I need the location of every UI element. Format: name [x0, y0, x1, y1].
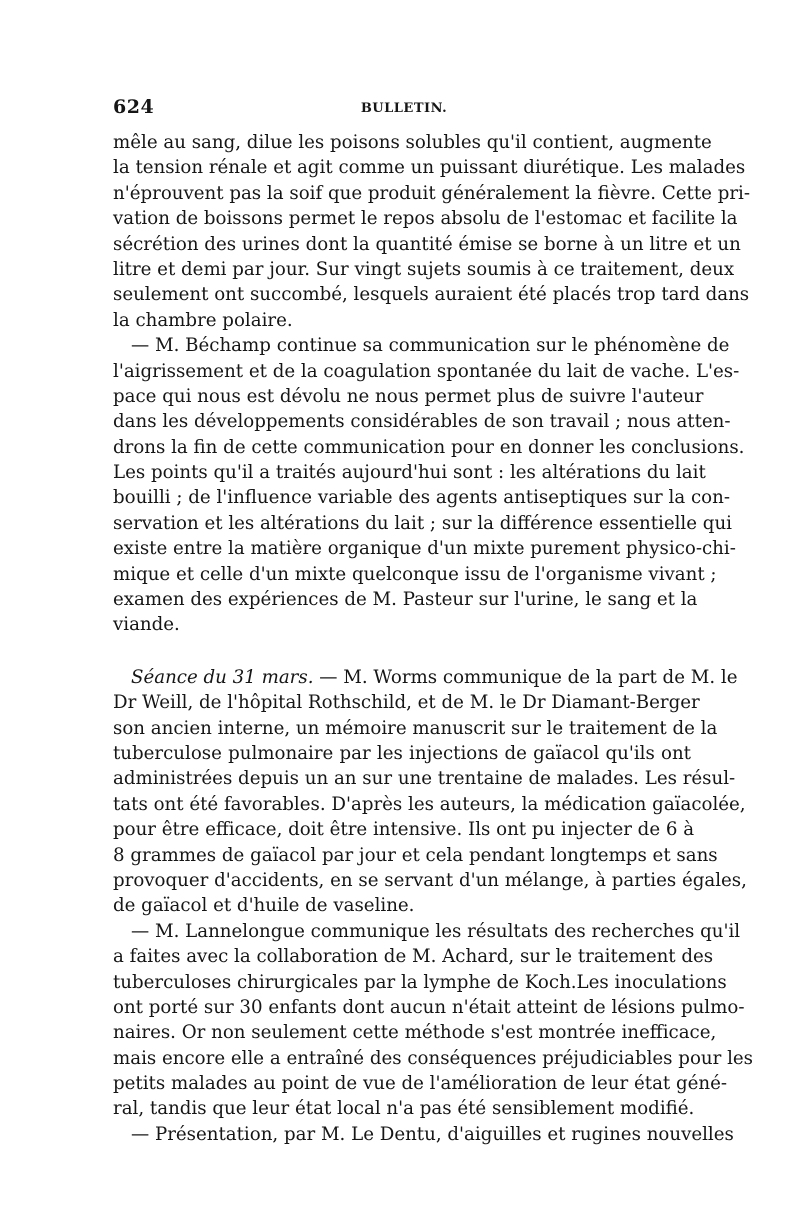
text-line: sécrétion des urines dont la quantité émise se borne à un litre et un	[113, 233, 741, 255]
text-line: pace qui nous est dévolu ne nous permet plus de suivre l'auteur	[113, 385, 704, 407]
text-line: la tension rénale et agit comme un puissant diurétique. Les malades	[113, 157, 746, 179]
text-line: 8 grammes de gaïacol par jour et cela pendant longtemps et sans	[113, 844, 718, 866]
text-line	[113, 665, 738, 690]
section-gap	[113, 638, 691, 665]
text-line: litre et demi par jour. Sur vingt sujets soumis à ce traitement, deux	[113, 258, 735, 280]
text-line: — M. Béchamp continue sa communication sur le phénomène de	[131, 335, 730, 357]
body-text	[113, 130, 753, 1147]
session-dateline: Séance du 31 mars.	[131, 666, 314, 688]
paragraph-le-dentu	[113, 1122, 734, 1147]
text-line: Les points qu'il a traités aujourd'hui sont : les altérations du lait	[113, 462, 706, 484]
text-line: l'aigrissement et de la coagulation spontanée du lait de vache. L'es-	[113, 360, 740, 382]
text-line: Dr Weill, de l'hôpital Rothschild, et de M. le Dr Diamant-Berger	[113, 692, 700, 714]
text-line: — Présentation, par M. Le Dentu, d'aiguilles et rugines nouvelles	[131, 1123, 734, 1145]
text-line: dans les développements considérables de son travail ; nous atten-	[113, 411, 731, 433]
text-line: pour être efficace, doit être intensive. Ils ont pu injecter de 6 à	[113, 819, 695, 841]
text-line: tats ont été favorables. D'après les auteurs, la médication gaïacolée,	[113, 793, 746, 815]
paragraph-continuation	[113, 130, 751, 333]
page-header	[113, 96, 695, 120]
text-line: drons la fin de cette communication pour en donner les conclusions.	[113, 436, 745, 458]
text-line: ral, tandis que leur état local n'a pas été sensiblement modifié.	[113, 1098, 695, 1120]
text-line: mêle au sang, dilue les poisons solubles qu'il contient, augmente	[113, 132, 712, 153]
text-line: seulement ont succombé, lesquels auraient été placés trop tard dans	[113, 284, 750, 306]
text-line: — M. Lannelongue communique les résultats des recherches qu'il	[131, 920, 741, 942]
text-line: a faites avec la collaboration de M. Achard, sur le traitement des	[113, 946, 714, 968]
text-line: examen des expériences de M. Pasteur sur l'urine, le sang et la	[113, 589, 698, 611]
page-number: 624	[113, 96, 155, 118]
running-title: BULLETIN.	[360, 101, 448, 116]
text-line: viande.	[113, 614, 180, 636]
text-line: ont porté sur 30 enfants dont aucun n'était atteint de lésions pulmo-	[113, 996, 745, 1018]
paragraph-seance	[113, 665, 747, 919]
text-line: servation et les altérations du lait ; sur la différence essentielle qui	[113, 512, 732, 534]
paragraph-lannelongue	[113, 919, 753, 1122]
text-line: tuberculoses chirurgicales par la lymphe de Koch.Les inoculations	[113, 971, 727, 993]
text-line: bouilli ; de l'influence variable des agents antiseptiques sur la con-	[113, 487, 730, 509]
paragraph-bechamp	[113, 333, 745, 638]
text-line: petits malades au point de vue de l'amélioration de leur état géné-	[113, 1073, 728, 1095]
text-line: existe entre la matière organique d'un mixte purement physico-chi-	[113, 538, 736, 560]
text-line: mique et celle d'un mixte quelconque issu de l'organisme vivant ;	[113, 563, 717, 585]
text-line: de gaïacol et d'huile de vaseline.	[113, 895, 415, 917]
dateline-continuation: — M. Worms communique de la part de M. le	[313, 666, 738, 688]
text-line: tuberculose pulmonaire par les injections de gaïacol qu'ils ont	[113, 742, 691, 764]
text-line: n'éprouvent pas la soif que produit généralement la fièvre. Cette pri-	[113, 182, 751, 204]
text-line: mais encore elle a entraîné des conséquences préjudiciables pour les	[113, 1047, 753, 1069]
text-line: son ancien interne, un mémoire manuscrit sur le traitement de la	[113, 717, 718, 739]
text-line: provoquer d'accidents, en se servant d'un mélange, à parties égales,	[113, 869, 747, 891]
text-line: vation de boissons permet le repos absolu de l'estomac et facilite la	[113, 208, 738, 230]
text-line: administrées depuis un an sur une trentaine de malades. Les résul-	[113, 768, 736, 790]
text-line: naires. Or non seulement cette méthode s'est montrée inefficace,	[113, 1022, 717, 1044]
text-line: la chambre polaire.	[113, 309, 293, 331]
